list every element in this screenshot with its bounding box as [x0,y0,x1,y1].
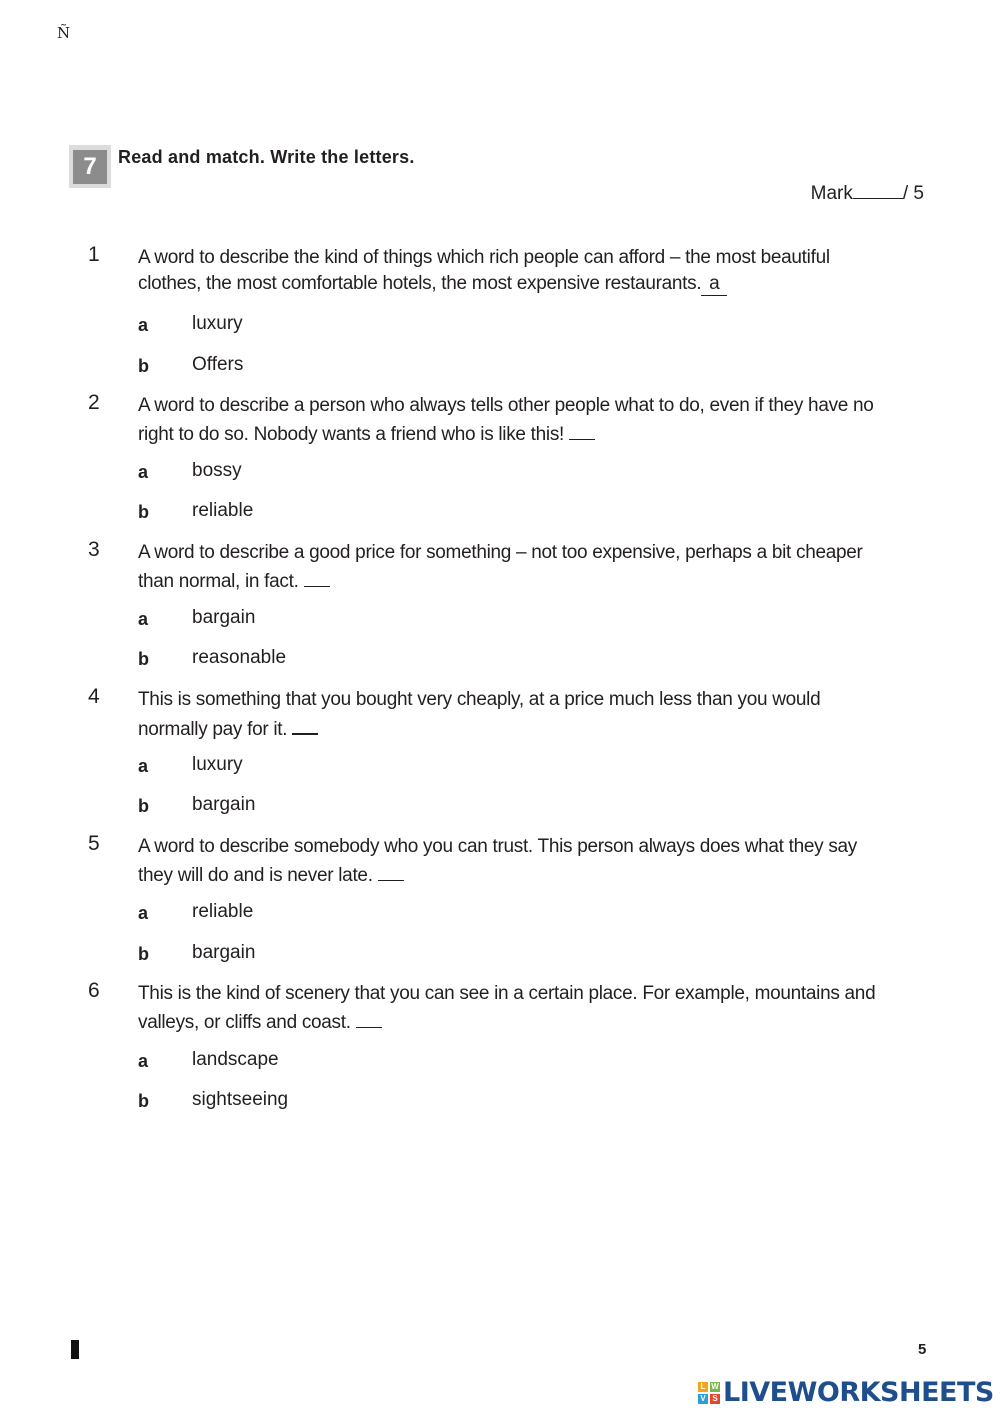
question-line-2: normally pay for it. [138,719,288,740]
question-number: 1 [88,243,100,266]
option-b-word: bargain [192,942,256,963]
option-b-letter: b [138,356,149,376]
option-b-word: reasonable [192,647,287,668]
mark-input[interactable] [853,182,903,199]
option-a-word: bossy [192,460,242,481]
exercise-number: 7 [73,150,107,184]
answer-blank[interactable] [304,566,330,587]
question-line-1: A word to describe a good price for something – not too expensive, perhaps a bit cheaper [138,542,863,563]
option-b-letter: b [138,1091,149,1111]
logo-grid-icon [698,1382,720,1404]
mark-label: Mark [810,183,853,204]
page-number: 5 [918,1341,927,1358]
option-b-word: sightseeing [192,1089,289,1110]
question-number: 5 [88,832,100,855]
question-number: 2 [88,391,100,414]
option-b-letter: b [138,944,149,964]
question-text [138,393,928,448]
question-line-1: A word to describe somebody who you can trust. This person always does what they say [138,836,858,857]
question-line-1: This is the kind of scenery that you can see in a certain place. For example, mountains and [138,983,876,1004]
question-line-2: valleys, or cliffs and coast. [138,1012,351,1033]
option-b-word: reliable [192,500,254,521]
answer-blank[interactable]: a [701,275,727,296]
option-a-letter: a [138,756,149,776]
question-number: 3 [88,538,100,561]
option-a-word: landscape [192,1049,279,1070]
option-b-letter: b [138,649,149,669]
question-line-2: clothes, the most comfortable hotels, the most expensive restaurants. [138,273,702,294]
footer-bar [71,1340,79,1359]
option-b-letter: b [138,796,149,816]
answer-blank[interactable] [569,419,595,440]
logo-tile: V [698,1394,708,1404]
logo-text: LIVEWORKSHEETS [723,1377,994,1408]
logo-tile: S [710,1394,720,1404]
option-b-word: bargain [192,794,256,815]
option-a-letter: a [138,903,149,923]
option-a-word: luxury [192,754,243,775]
mark-total: / 5 [902,183,924,204]
option-a-word: luxury [192,313,243,334]
question-line-2: right to do so. Nobody wants a friend who is like this! [138,424,565,445]
answer-blank[interactable] [356,1007,382,1028]
option-b-letter: b [138,502,149,522]
option-a-letter: a [138,1051,149,1071]
question-line-1: A word to describe the kind of things which rich people can afford – the most beautiful [138,247,830,268]
option-a-word: bargain [192,607,256,628]
question-text [138,687,928,743]
logo-tile: L [698,1382,708,1392]
option-a-letter: a [138,462,149,482]
exercise-number-badge [69,145,111,188]
answer-blank[interactable] [292,713,318,735]
question-text [138,540,928,595]
question-text [138,245,928,297]
question-line-1: A word to describe a person who always tells other people what to do, even if they have no [138,395,874,416]
option-a-letter: a [138,609,149,629]
option-b-word: Offers [192,354,244,375]
question-line-1: This is something that you bought very cheaply, at a price much less than you would [138,689,821,710]
question-line-2: than normal, in fact. [138,571,299,592]
corner-mark: Ñ [57,24,71,42]
mark-field [811,182,924,205]
option-a-word: reliable [192,901,254,922]
question-text [138,981,928,1036]
question-text [138,834,928,889]
question-number: 4 [88,685,100,708]
logo-tile: W [711,1381,719,1391]
answer-blank[interactable] [378,860,404,881]
option-a-letter: a [138,315,149,335]
liveworksheets-logo [698,1377,994,1408]
question-line-2: they will do and is never late. [138,865,373,886]
question-number: 6 [88,979,100,1002]
exercise-instruction: Read and match. Write the letters. [118,147,415,167]
